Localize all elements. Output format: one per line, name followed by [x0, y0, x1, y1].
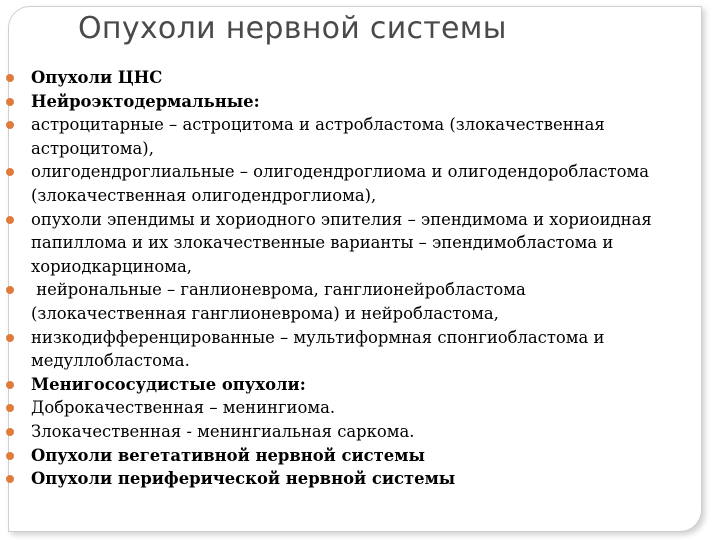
- item-text: низкодифференцированные – мультиформная спонгиобластома и: [31, 327, 605, 347]
- list-item: [0, 90, 700, 114]
- item-text: астроцитарные – астроцитома и астробластома (злокачественная: [31, 115, 605, 135]
- bullet-icon: [6, 98, 14, 106]
- list-item: [0, 373, 700, 397]
- item-text: Доброкачественная – менингиома.: [31, 398, 336, 418]
- item-text: (злокачественная олигодендроглиома),: [31, 185, 377, 205]
- bullet-icon: [6, 74, 14, 82]
- bullet-icon: [6, 428, 14, 436]
- item-text: астроцитома),: [31, 138, 154, 158]
- item-text: Опухоли ЦНС: [31, 68, 163, 87]
- bullet-icon: [6, 286, 14, 294]
- list-item: [0, 208, 700, 279]
- bullet-icon: [6, 334, 14, 342]
- bullet-icon: [6, 381, 14, 389]
- bullet-icon: [6, 404, 14, 412]
- item-text: медуллобластома.: [31, 351, 190, 371]
- item-text: нейрональные – ганлионеврома, ганглионейробластома: [31, 280, 526, 300]
- list-item: [0, 160, 700, 207]
- item-text: опухоли эпендимы и хориодного эпителия – эпендимома и хориоидная: [31, 209, 652, 229]
- item-text: папиллома и их злокачественные варианты – эпендимобластома и: [31, 233, 614, 253]
- list-item: [0, 396, 700, 420]
- item-text: Менигососудистые опухоли:: [31, 374, 306, 394]
- list-item: [0, 467, 700, 491]
- slide-title: Опухоли нервной системы: [78, 11, 507, 46]
- item-text: хориодкарцинома,: [31, 256, 192, 276]
- item-text: Опухоли периферической нервной системы: [31, 469, 456, 489]
- list-item: [0, 326, 700, 373]
- list-item: [0, 113, 700, 160]
- item-text: Нейроэктодермальные:: [31, 91, 260, 111]
- item-text: (злокачественная ганглионеврома) и нейробластома,: [31, 303, 499, 323]
- item-text: Злокачественная - менингиальная саркома.: [31, 421, 415, 441]
- bullet-icon: [6, 168, 14, 176]
- list-item: [0, 420, 700, 444]
- item-text: олигодендроглиальные – олигодендроглиома и олигодендоробластома: [31, 162, 650, 182]
- bullet-icon: [6, 121, 14, 129]
- bullet-icon: [6, 216, 14, 224]
- bullet-icon: [6, 452, 14, 460]
- item-text: Опухоли вегетативной нервной системы: [31, 445, 425, 465]
- bullet-list: [0, 66, 700, 491]
- bullet-icon: [6, 475, 14, 483]
- list-item: [0, 444, 700, 468]
- list-item: [0, 278, 700, 325]
- list-item: [0, 66, 700, 90]
